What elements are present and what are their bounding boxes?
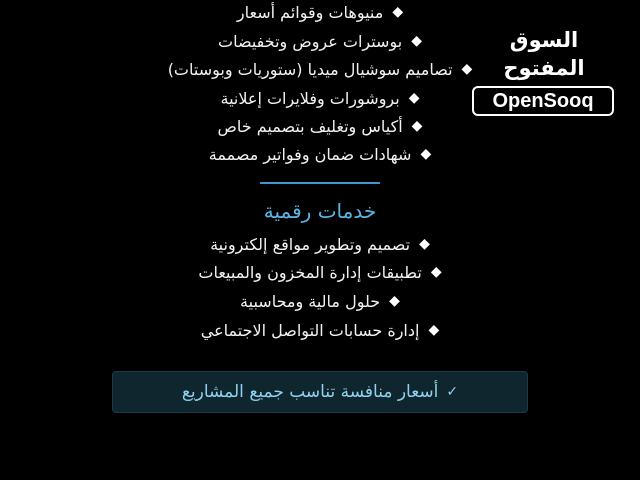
diamond-icon: ◆ bbox=[408, 90, 420, 106]
list-item-label: تصميم وتطوير مواقع إلكترونية bbox=[210, 234, 411, 254]
list-item-label: بروشورات وفلايرات إعلانية bbox=[220, 88, 400, 108]
list-item-label: تطبيقات إدارة المخزون والمبيعات bbox=[198, 262, 422, 282]
list-item bbox=[0, 0, 640, 26]
list-item-label: منيوهات وقوائم أسعار bbox=[236, 2, 384, 22]
section-divider bbox=[260, 182, 380, 184]
list-item bbox=[0, 112, 640, 140]
list-item-label: أكياس وتغليف بتصميم خاص bbox=[217, 116, 403, 136]
diamond-icon: ◆ bbox=[419, 236, 430, 252]
cta-label: أسعار منافسة تناسب جميع المشاريع bbox=[181, 382, 439, 402]
list-item bbox=[0, 258, 640, 286]
diamond-icon: ◆ bbox=[461, 61, 473, 77]
list-item-label: شهادات ضمان وفواتير مصممة bbox=[208, 144, 412, 164]
list-item-label: بوسترات عروض وتخفيضات bbox=[218, 31, 403, 51]
pricing-cta-button[interactable] bbox=[112, 371, 528, 413]
diamond-icon: ◆ bbox=[428, 322, 440, 338]
diamond-icon: ◆ bbox=[389, 293, 400, 309]
list-item bbox=[0, 230, 640, 258]
brand-english-name: OpenSooq bbox=[472, 86, 614, 116]
list-item bbox=[0, 140, 640, 168]
diamond-icon: ◆ bbox=[392, 4, 404, 20]
list-item bbox=[0, 287, 640, 315]
diamond-icon: ◆ bbox=[420, 146, 432, 162]
list-item-label: إدارة حسابات التواصل الاجتماعي bbox=[200, 320, 420, 340]
diamond-icon: ◆ bbox=[411, 33, 422, 49]
diamond-icon: ◆ bbox=[411, 118, 423, 134]
section-title: خدمات رقمية bbox=[263, 199, 377, 223]
list-item bbox=[0, 316, 640, 344]
list-item-label: تصاميم سوشيال ميديا (ستوريات وبوستات) bbox=[167, 59, 453, 79]
checkmark-icon: ✓ bbox=[446, 384, 459, 400]
brand-logo bbox=[470, 26, 618, 116]
brand-arabic-name: السوق المفتوح bbox=[503, 28, 585, 80]
list-item-label: حلول مالية ومحاسبية bbox=[240, 291, 381, 311]
diamond-icon: ◆ bbox=[430, 264, 442, 280]
